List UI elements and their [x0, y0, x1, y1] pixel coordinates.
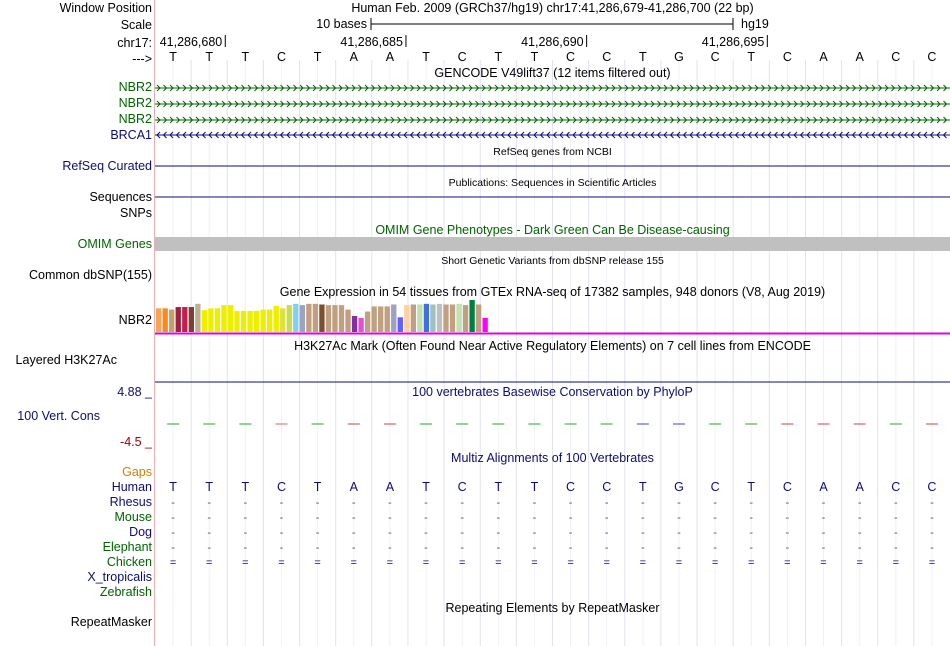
aligned-base-match[interactable]: - [496, 527, 501, 539]
aligned-base-match[interactable]: - [207, 527, 212, 539]
gtex-tissue-bar[interactable] [326, 305, 331, 332]
aligned-base-match[interactable]: - [171, 497, 175, 509]
aligned-base-match[interactable]: - [893, 527, 898, 539]
gtex-tissue-bar[interactable] [424, 304, 429, 332]
human-base[interactable]: C [276, 480, 286, 494]
aligned-base-match[interactable]: - [279, 527, 284, 539]
gtex-tissue-bar[interactable] [404, 305, 409, 332]
label-repeatmasker[interactable]: RepeatMasker [70, 615, 152, 629]
aligned-base-match[interactable]: - [532, 542, 537, 554]
label-common-dbsnp[interactable]: Common dbSNP(155) [29, 268, 152, 282]
aligned-double-line[interactable]: = [892, 557, 900, 569]
gtex-tissue-bar[interactable] [319, 304, 324, 332]
aligned-double-line[interactable]: = [531, 557, 538, 569]
base-letter: T [241, 50, 250, 64]
aligned-base-match[interactable]: - [279, 542, 284, 554]
aligned-base-match[interactable]: - [930, 542, 934, 554]
base-letter: C [891, 50, 901, 64]
label-gaps[interactable]: Gaps [122, 465, 152, 479]
aligned-base-match[interactable]: - [207, 512, 212, 524]
gtex-tissue-bar[interactable] [176, 307, 181, 332]
gtex-tissue-bar[interactable] [352, 316, 357, 332]
gtex-tissue-bar[interactable] [195, 304, 200, 332]
aligned-base-match[interactable]: - [207, 497, 212, 509]
aligned-double-line[interactable]: = [748, 557, 755, 569]
scale-bar-label: 10 bases [316, 17, 367, 31]
aligned-base-match[interactable]: - [424, 497, 428, 509]
human-base[interactable]: C [782, 480, 792, 494]
aligned-base-match[interactable]: - [424, 527, 428, 539]
aligned-base-match[interactable]: - [785, 497, 790, 509]
coordinate-label: 41,286,690 [521, 35, 584, 49]
aligned-base-match[interactable]: - [857, 542, 862, 554]
gtex-tissue-bar[interactable] [189, 307, 194, 332]
aligned-base-match[interactable]: - [821, 497, 826, 509]
label-gtex-nbr2[interactable]: NBR2 [118, 313, 152, 327]
human-base[interactable]: A [349, 480, 358, 494]
label-omim-genes[interactable]: OMIM Genes [77, 237, 152, 251]
label-species-human[interactable]: Human [111, 480, 152, 494]
label-species-mouse[interactable]: Mouse [114, 510, 152, 524]
aligned-base-match[interactable]: - [821, 527, 826, 539]
label-100-vert-cons[interactable]: 100 Vert. Cons [17, 409, 100, 423]
aligned-base-match[interactable]: - [388, 512, 392, 524]
aligned-base-match[interactable]: - [749, 497, 754, 509]
gtex-tissue-bar[interactable] [287, 305, 292, 332]
aligned-base-match[interactable]: - [532, 527, 537, 539]
aligned-base-match[interactable]: - [496, 512, 501, 524]
base-letter: C [710, 50, 720, 64]
aligned-double-line[interactable]: = [603, 557, 610, 569]
aligned-base-match[interactable]: - [315, 527, 320, 539]
aligned-base-match[interactable]: - [424, 512, 428, 524]
omim-track-title[interactable]: OMIM Gene Phenotypes - Dark Green Can Be Disease-causing [375, 223, 730, 237]
aligned-base-match[interactable]: - [749, 512, 754, 524]
label-layered-h3k27ac[interactable]: Layered H3K27Ac [15, 353, 117, 367]
aligned-base-match[interactable]: - [568, 497, 573, 509]
gtex-tissue-bar[interactable] [274, 306, 279, 332]
aligned-base-match[interactable]: - [857, 512, 862, 524]
gtex-tissue-bar[interactable] [483, 318, 488, 332]
repeatmasker-track-title[interactable]: Repeating Elements by RepeatMasker [445, 601, 660, 615]
base-letter: T [313, 50, 322, 64]
human-base[interactable]: C [891, 480, 901, 494]
aligned-base-match[interactable]: - [460, 542, 464, 554]
gtex-tissue-bar[interactable] [450, 304, 455, 332]
label-species-chicken[interactable]: Chicken [106, 555, 152, 569]
base-letter: C [602, 50, 612, 64]
gtex-tissue-bar[interactable] [163, 308, 168, 332]
base-letter: C [566, 50, 576, 64]
label-snps[interactable]: SNPs [120, 206, 152, 220]
gtex-tissue-bar[interactable] [260, 310, 265, 332]
aligned-base-match[interactable]: - [279, 512, 284, 524]
aligned-double-line[interactable]: = [350, 557, 357, 569]
aligned-base-match[interactable]: - [460, 497, 464, 509]
aligned-base-match[interactable]: - [351, 527, 356, 539]
label-cons-min: -4.5 _ [120, 435, 152, 449]
base-letter: C [927, 50, 937, 64]
aligned-base-match[interactable]: - [532, 497, 537, 509]
base-letter: A [349, 50, 358, 64]
base-letter: G [674, 50, 684, 64]
gtex-tissue-bar[interactable] [254, 311, 259, 332]
aligned-base-match[interactable]: - [857, 497, 862, 509]
aligned-double-line[interactable]: = [567, 557, 574, 569]
aligned-base-match[interactable]: - [351, 512, 356, 524]
publications-track-title[interactable]: Publications: Sequences in Scientific Articles [448, 177, 657, 189]
gtex-tissue-bar[interactable] [293, 304, 298, 332]
aligned-base-match[interactable]: - [930, 527, 934, 539]
base-letter: A [385, 50, 395, 64]
aligned-double-line[interactable]: = [278, 557, 285, 569]
gtex-tissue-bar[interactable] [437, 304, 442, 332]
gtex-tissue-bar[interactable] [398, 317, 403, 332]
aligned-double-line[interactable]: = [711, 557, 719, 569]
aligned-base-match[interactable]: - [930, 497, 934, 509]
gtex-tissue-bar[interactable] [411, 304, 416, 332]
gtex-track-title[interactable]: Gene Expression in 54 tissues from GTEx RNA-seq of 17382 samples, 948 donors (V8, Aug 2019) [279, 285, 826, 299]
base-letter: T [169, 50, 177, 64]
human-base[interactable]: T [313, 480, 322, 494]
label-sequences[interactable]: Sequences [89, 190, 152, 204]
aligned-base-match[interactable]: - [279, 497, 284, 509]
aligned-base-match[interactable]: - [604, 527, 609, 539]
aligned-base-match[interactable]: - [315, 542, 320, 554]
gtex-tissue-bar[interactable] [345, 310, 350, 332]
aligned-base-match[interactable]: - [749, 542, 754, 554]
aligned-base-match[interactable]: - [604, 497, 609, 509]
base-letter: T [530, 50, 539, 64]
gtex-tissue-bar[interactable] [215, 308, 220, 332]
human-base[interactable]: C [457, 480, 467, 494]
aligned-base-match[interactable]: - [857, 527, 862, 539]
base-letter: C [457, 50, 467, 64]
gtex-tissue-bar[interactable] [221, 305, 226, 332]
gtex-tissue-bar[interactable] [202, 310, 207, 332]
aligned-base-match[interactable]: - [713, 497, 717, 509]
label-arrow[interactable]: ---> [132, 52, 152, 66]
base-letter: T [205, 50, 214, 64]
aligned-base-match[interactable]: - [351, 542, 356, 554]
aligned-base-match[interactable]: - [315, 497, 320, 509]
human-base[interactable]: T [747, 480, 756, 494]
base-letter: T [494, 50, 503, 64]
aligned-base-match[interactable]: - [713, 542, 717, 554]
aligned-base-match[interactable]: - [568, 542, 573, 554]
label-species-dog[interactable]: Dog [129, 525, 152, 539]
aligned-double-line[interactable]: = [856, 557, 863, 569]
aligned-base-match[interactable]: - [785, 527, 790, 539]
aligned-base-match[interactable]: - [785, 542, 790, 554]
label-brca1-gene[interactable]: BRCA1 [110, 128, 152, 142]
gtex-tissue-bar[interactable] [267, 310, 272, 332]
aligned-base-match[interactable]: - [930, 512, 934, 524]
gtex-tissue-bar[interactable] [156, 308, 161, 332]
aligned-base-match[interactable]: - [641, 512, 645, 524]
gtex-tissue-bar[interactable] [417, 304, 422, 332]
aligned-double-line[interactable]: = [495, 557, 502, 569]
aligned-base-match[interactable]: - [677, 497, 681, 509]
aligned-base-match[interactable]: - [713, 527, 717, 539]
gtex-tissue-bar[interactable] [313, 304, 318, 332]
aligned-base-match[interactable]: - [785, 512, 790, 524]
gtex-tissue-bar[interactable] [430, 304, 435, 332]
aligned-base-match[interactable]: - [243, 542, 248, 554]
label-species-elephant[interactable]: Elephant [102, 540, 152, 554]
aligned-base-match[interactable]: - [604, 512, 609, 524]
h3k27ac-track-title[interactable]: H3K27Ac Mark (Often Found Near Active Regulatory Elements) on 7 cell lines from ENCODE [294, 339, 811, 353]
refseq-track-title[interactable]: RefSeq genes from NCBI [493, 146, 612, 158]
aligned-double-line[interactable]: = [205, 557, 213, 569]
human-base[interactable]: C [927, 480, 937, 494]
human-base[interactable]: T [205, 480, 214, 494]
gtex-tissue-bar[interactable] [358, 318, 363, 332]
aligned-base-match[interactable]: - [243, 497, 248, 509]
aligned-base-match[interactable]: - [821, 542, 826, 554]
human-base[interactable]: C [566, 480, 576, 494]
dbsnp-track-title[interactable]: Short Genetic Variants from dbSNP release 155 [441, 255, 664, 267]
gtex-tissue-bar[interactable] [443, 304, 448, 332]
multiz-track-title[interactable]: Multiz Alignments of 100 Vertebrates [451, 451, 654, 465]
aligned-base-match[interactable]: - [207, 542, 212, 554]
aligned-base-match[interactable]: - [243, 527, 248, 539]
aligned-base-match[interactable]: - [641, 497, 645, 509]
base-letter: C [782, 50, 792, 64]
label-cons-max: 4.88 _ [117, 385, 152, 399]
human-base[interactable]: C [602, 480, 612, 494]
aligned-base-match[interactable]: - [568, 512, 573, 524]
human-base[interactable]: G [674, 480, 684, 494]
aligned-base-match[interactable]: - [496, 497, 501, 509]
label-species-zebrafish[interactable]: Zebrafish [99, 585, 152, 599]
human-base[interactable]: A [385, 480, 395, 494]
aligned-base-match[interactable]: - [496, 542, 501, 554]
human-base[interactable]: T [422, 480, 430, 494]
aligned-base-match[interactable]: - [568, 527, 573, 539]
gtex-tissue-bar[interactable] [300, 305, 305, 332]
aligned-base-match[interactable]: - [893, 512, 898, 524]
gtex-tissue-bar[interactable] [371, 306, 376, 332]
human-base[interactable]: T [639, 480, 647, 494]
gtex-tissue-bar[interactable] [378, 306, 383, 332]
human-base[interactable]: C [710, 480, 720, 494]
gtex-tissue-bar[interactable] [241, 311, 246, 332]
label-scale[interactable]: Scale [120, 18, 152, 32]
aligned-base-match[interactable]: - [604, 542, 609, 554]
aligned-base-match[interactable]: - [171, 527, 175, 539]
aligned-double-line[interactable]: = [928, 557, 936, 569]
aligned-base-match[interactable]: - [677, 512, 681, 524]
label-window-position[interactable]: Window Position [59, 1, 152, 15]
aligned-base-match[interactable]: - [388, 527, 392, 539]
gtex-tissue-bar[interactable] [463, 305, 468, 332]
gtex-tissue-bar[interactable] [247, 311, 252, 332]
label-nbr2-gene-2[interactable]: NBR2 [118, 96, 152, 110]
gtex-tissue-bar[interactable] [208, 308, 213, 332]
base-letter: T [639, 50, 647, 64]
label-nbr2-gene-3[interactable]: NBR2 [118, 112, 152, 126]
gtex-tissue-bar[interactable] [169, 310, 174, 332]
base-letter: A [819, 50, 828, 64]
base-letter: C [276, 50, 286, 64]
base-letter: T [747, 50, 756, 64]
aligned-base-match[interactable]: - [171, 542, 175, 554]
gtex-tissue-bar[interactable] [476, 304, 481, 332]
aligned-base-match[interactable]: - [713, 512, 717, 524]
assembly-position-text: Human Feb. 2009 (GRCh37/hg19) chr17:41,286,679-41,286,700 (22 bp) [351, 1, 754, 15]
aligned-base-match[interactable]: - [315, 512, 320, 524]
aligned-double-line[interactable]: = [169, 557, 177, 569]
label-chr[interactable]: chr17: [117, 36, 152, 50]
track-labels-column [0, 0, 152, 646]
aligned-double-line[interactable]: = [386, 557, 394, 569]
aligned-base-match[interactable]: - [677, 527, 681, 539]
aligned-base-match[interactable]: - [424, 542, 428, 554]
aligned-base-match[interactable]: - [351, 497, 356, 509]
aligned-base-match[interactable]: - [821, 512, 826, 524]
aligned-base-match[interactable]: - [641, 542, 645, 554]
gtex-tissue-bar[interactable] [456, 304, 461, 332]
human-base[interactable]: T [169, 480, 177, 494]
aligned-base-match[interactable]: - [171, 512, 175, 524]
human-base[interactable]: A [855, 480, 864, 494]
label-species-x-tropicalis[interactable]: X_tropicalis [87, 570, 152, 584]
aligned-base-match[interactable]: - [749, 527, 754, 539]
aligned-double-line[interactable]: = [820, 557, 827, 569]
gtex-tissue-bar[interactable] [365, 312, 370, 332]
gtex-tissue-bar[interactable] [339, 305, 344, 332]
aligned-base-match[interactable]: - [460, 527, 464, 539]
aligned-base-match[interactable]: - [243, 512, 248, 524]
gtex-tissue-bar[interactable] [182, 307, 187, 332]
phylop-track-title[interactable]: 100 vertebrates Basewise Conservation by PhyloP [412, 385, 693, 399]
aligned-base-match[interactable]: - [893, 497, 898, 509]
human-base[interactable]: T [530, 480, 539, 494]
aligned-base-match[interactable]: - [641, 527, 645, 539]
hg19-label: hg19 [741, 17, 769, 31]
human-base[interactable]: T [241, 480, 250, 494]
aligned-base-match[interactable]: - [388, 542, 392, 554]
aligned-double-line[interactable]: = [784, 557, 791, 569]
label-refseq-curated[interactable]: RefSeq Curated [62, 159, 152, 173]
aligned-double-line[interactable]: = [639, 557, 647, 569]
label-nbr2-gene-1[interactable]: NBR2 [118, 80, 152, 94]
aligned-base-match[interactable]: - [893, 542, 898, 554]
gtex-tissue-bar[interactable] [385, 306, 390, 332]
aligned-double-line[interactable]: = [314, 557, 321, 569]
aligned-base-match[interactable]: - [677, 542, 681, 554]
gtex-tissue-bar[interactable] [332, 305, 337, 332]
omim-feature-bar[interactable] [155, 237, 950, 251]
gtex-tissue-bar[interactable] [469, 300, 474, 332]
aligned-double-line[interactable]: = [242, 557, 249, 569]
gtex-tissue-bar[interactable] [280, 308, 285, 332]
human-base[interactable]: T [494, 480, 503, 494]
track-image-area[interactable] [155, 0, 950, 646]
aligned-base-match[interactable]: - [532, 512, 537, 524]
gtex-tissue-bar[interactable] [234, 311, 239, 332]
aligned-double-line[interactable]: = [422, 557, 430, 569]
gencode-track-title[interactable]: GENCODE V49lift37 (12 items filtered out) [434, 66, 671, 80]
aligned-base-match[interactable]: - [460, 512, 464, 524]
base-letter: A [855, 50, 864, 64]
gtex-tissue-bar[interactable] [306, 304, 311, 332]
aligned-double-line[interactable]: = [458, 557, 466, 569]
label-species-rhesus[interactable]: Rhesus [109, 495, 152, 509]
aligned-double-line[interactable]: = [675, 557, 683, 569]
coordinate-label: 41,286,685 [340, 35, 403, 49]
aligned-base-match[interactable]: - [388, 497, 392, 509]
track-canvas[interactable] [155, 0, 950, 646]
coordinate-label: 41,286,695 [701, 35, 765, 49]
gtex-tissue-bar[interactable] [228, 305, 233, 332]
human-base[interactable]: A [819, 480, 828, 494]
coordinate-label: 41,286,680 [159, 35, 223, 49]
gtex-tissue-bar[interactable] [391, 304, 396, 332]
base-letter: T [422, 50, 430, 64]
